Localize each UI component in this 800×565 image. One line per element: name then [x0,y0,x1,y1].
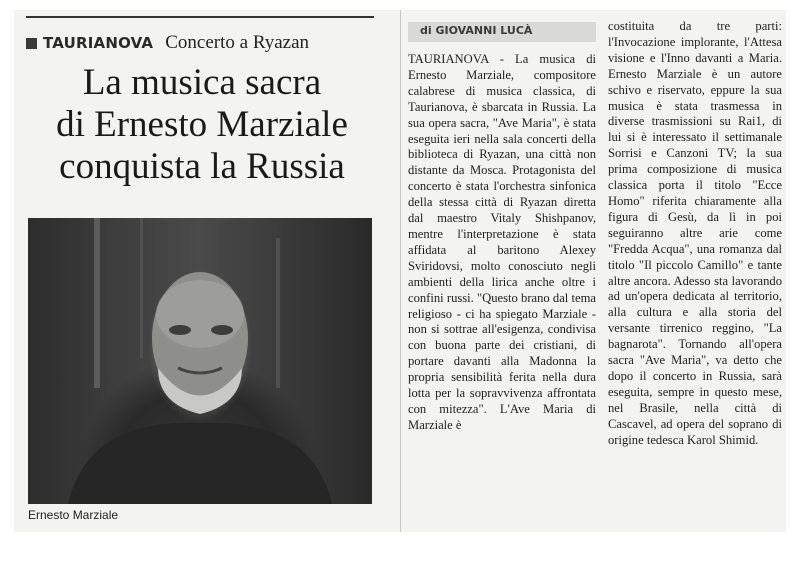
headline-line-3: conquista la Russia [59,146,345,187]
column-divider [400,10,401,532]
byline: di GIOVANNI LUCÀ [420,24,533,37]
section-label: TAURIANOVA [43,34,154,52]
column-1-text: TAURIANOVA - La musica di Ernesto Marziale, compositore calabrese di musica classica, di Taurianova, è sbarcata in Russia. La sua opera sacra, "Ave Maria", è stata eseguita ieri nella sala concerti della biblioteca di Ryazan, una città non distante da Mosca. Protagonista del concerto è stata l'orchestra sinfonica della stessa città di Ryazan diretta dal maestro Vitaly Shishpanov, mentre l'interpretazione è stata affidata al baritono Alexey Sviridovsi, molto conosciuto negli ambienti della lirica anche oltre i confini russi. "Questo brano dal tema religioso - ci ha spiegato Marziale - non si sottrae all'esigenza, condivisa con buona parte dei cristiani, di portare davanti alla Madonna la propria sensibilità ferita nella dura lotta per la sopravvivenza affrontata con mitezza". L'Ave Maria di Marziale è [408,52,596,432]
headline-line-2: di Ernesto Marziale [56,104,348,145]
portrait-photo [28,218,372,504]
headline-line-1: La musica sacra [82,62,322,103]
section-square-icon [26,38,37,49]
article-column-2 [608,19,782,448]
kicker [26,32,309,54]
headline [26,62,378,188]
column-2-text: costituita da tre parti: l'Invocazione implorante, l'Attesa visione e l'Inno davanti a Maria. Ernesto Marziale è un autore schivo e riservato, eppure la sua musica è stata trasmessa in diverse trasmissioni su Rai1, di lui si è interessato il settimanale Sorrisi e Canzoni TV; la sua prima composizione di musica classica porta il titolo "Ecce Homo" riferita chiaramente alla figura di Gesù, da lì in poi seguiranno altre arie come "Fredda Acqua", una romanza dal titolo "Il piccolo Camillo" e tante altre ancora. Adesso sta lavorando ad un'opera dedicata al territorio, alla cultura e alla storia del versante tirrenico reggino, "La bagnarota". Tornando all'opera sacra "Ave Maria", va detto che dopo il concerto in Russia, sarà eseguita, sempre in questo mese, nel Brasile, nella città di Cascavel, ad opera del soprano di origine tedesca Karol Shimid. [608,19,782,447]
portrait-figure [28,218,372,504]
article-subtitle: Concerto a Ryazan [165,32,310,53]
article-column-1 [408,52,596,434]
photo-caption: Ernesto Marziale [28,508,119,522]
header-rule [26,16,374,18]
newspaper-clipping [14,10,786,532]
